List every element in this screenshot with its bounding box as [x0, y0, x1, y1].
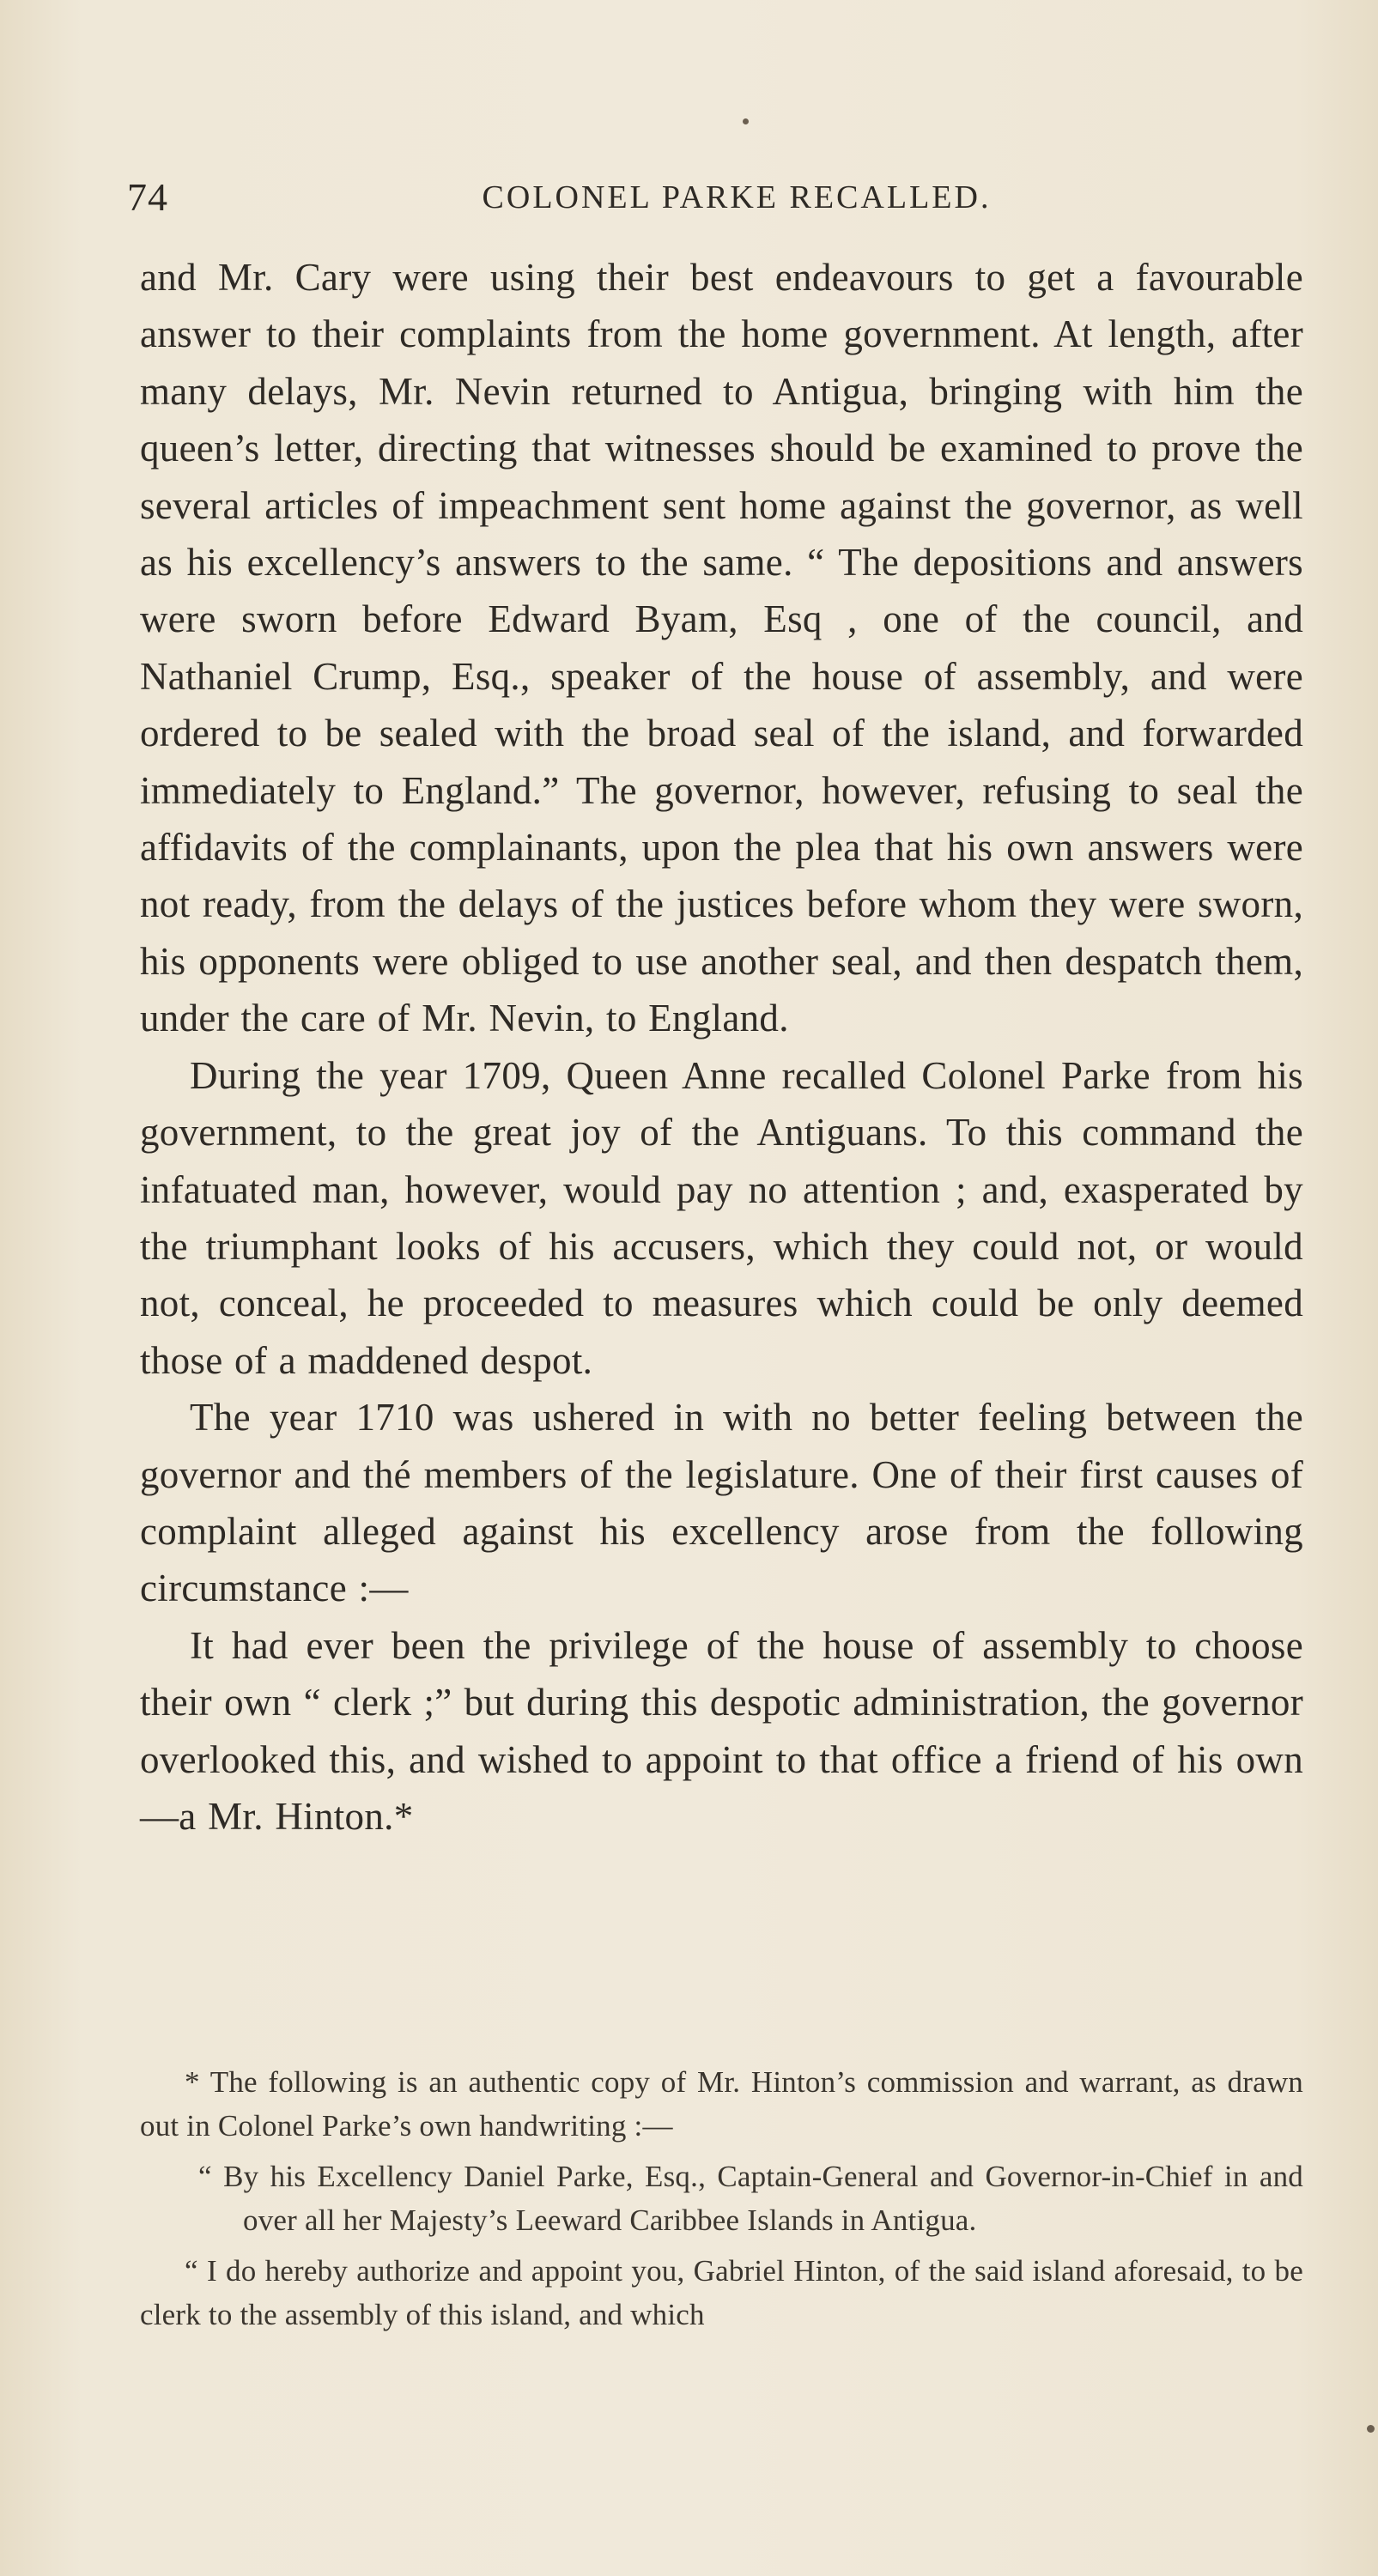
running-head [127, 172, 1295, 223]
paragraph-recall: During the year 1709, Queen Anne recalled Colonel Parke from his government, to the great joy of the Antiguans. To this command the infatuated man, however, would pay no attention ; and, exasperated by the triumphant looks of his accusers, which they could not, or would not, conceal, he proceeded to measures which could be only deemed those of a maddened despot. [140, 1053, 1303, 1382]
footnote-quote: “ By his Excellency Daniel Parke, Esq., Captain-General and Governor-in-Chief in and over all her Majesty’s Leeward Caribbee Islands in Antigua. [198, 2160, 1303, 2237]
footnote [140, 2060, 1303, 2337]
footnote-intro: * The following is an authentic copy of Mr. Hinton’s commission and warrant, as drawn out in Colonel Parke’s own handwriting :— [140, 2065, 1303, 2143]
ink-speck [743, 118, 749, 124]
running-title: COLONEL PARKE RECALLED. [482, 179, 992, 215]
ink-speck [1367, 2425, 1375, 2433]
paragraph-continued: and Mr. Cary were using their best endeavours to get a favourable answer to their complaints from the home government. At length, after many delays, Mr. Nevin returned to Antigua, bringing with him the queen’s letter, directing that witnesses should be examined to prove the several articles of impeachment sent home against the governor, as well as his excellency’s answers to the same. “ The depositions and answers were sworn before Edward Byam, Esq , one of the council, and Nathaniel Crump, Esq., speaker of the house of assembly, and were ordered to be sealed with the broad seal of the island, and forwarded immediately to England.” The governor, however, refusing to seal the affidavits of the complainants, upon the plea that his own answers were not ready, from the delays of the justices before whom they were sworn, his opponents were obliged to use another seal, and then despatch them, under the care of Mr. Nevin, to England. [140, 256, 1303, 1040]
paragraph-clerk: It had ever been the privilege of the house of assembly to choose their own “ clerk ;” but during this despotic administration, the governor overlooked this, and wished to appoint to that office a friend of his own—a Mr. Hinton.* [140, 1623, 1303, 1838]
page-number: 74 [127, 175, 168, 219]
main-text [140, 249, 1303, 1845]
footnote-warrant-text: “ I do hereby authorize and appoint you, Gabriel Hinton, of the said island aforesaid, to be clerk to the assembly of this island, and which [140, 2254, 1303, 2331]
paragraph-1710: The year 1710 was ushered in with no better feeling between the governor and thé members of the legislature. One of their first causes of complaint alleged against his excellency arose from the following circumstance :— [140, 1396, 1303, 1610]
